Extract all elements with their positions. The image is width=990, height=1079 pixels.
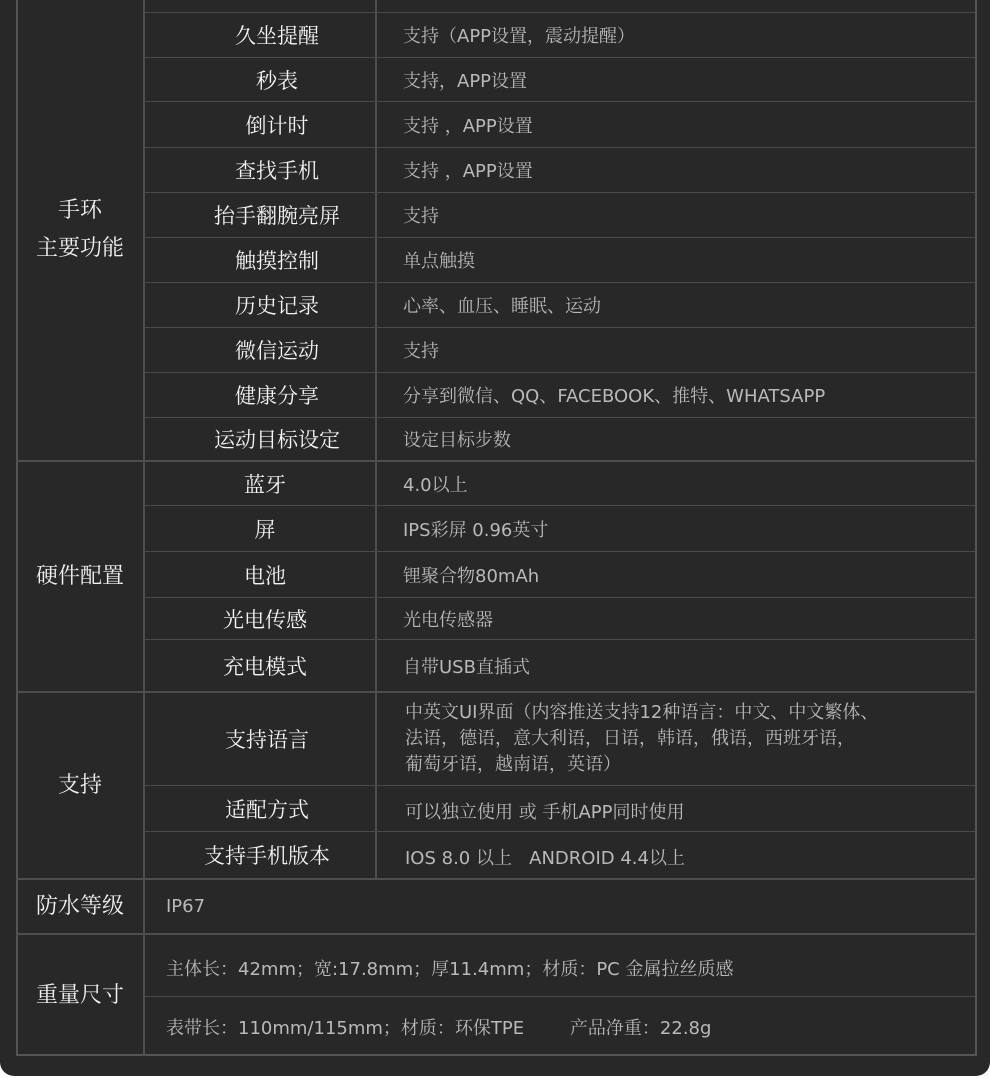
feature-label: 秒表 — [256, 68, 298, 93]
feature-value: 可以独立使用 或 手机APP同时使用 — [405, 802, 685, 823]
feature-value: 单点触摸 — [403, 251, 475, 272]
category-band-line2: 主要功能 — [35, 236, 124, 261]
row-separator — [145, 996, 975, 997]
feature-label: 屏 — [254, 517, 276, 542]
feature-label: 支持手机版本 — [204, 844, 330, 868]
waterproof-value: IP67 — [166, 896, 206, 917]
feature-value: 支持 ，APP设置 — [403, 115, 533, 137]
feature-label: 电池 — [244, 563, 286, 588]
feature-value: 支持 — [403, 341, 439, 362]
feature-label: 适配方式 — [225, 797, 309, 822]
language-line: 法语，德语，意大利语，日语，韩语，俄语，西班牙语， — [405, 728, 855, 749]
language-line: 中英文UI界面（内容推送支持12种语言：中文、中文繁体、 — [405, 702, 879, 723]
category-band-functions — [17, 0, 143, 460]
feature-value: 4.0以上 — [403, 474, 468, 496]
feature-value: IPS彩屏 0.96英寸 — [403, 519, 549, 541]
feature-value: 支持，APP设置 — [403, 70, 528, 92]
feature-value: 光电传感器 — [403, 609, 493, 631]
category-band-line1: 手环 — [57, 198, 102, 223]
dimension-line: 主体长：42mm；宽:17.8mm；厚11.4mm；材质：PC 金属拉丝质感 — [166, 959, 734, 980]
feature-value: 支持 — [403, 206, 439, 227]
category-support: 支持 — [57, 772, 102, 798]
section-separator — [16, 933, 977, 935]
feature-label: 抬手翻腕亮屏 — [214, 204, 340, 228]
feature-label: 支持语言 — [225, 728, 309, 752]
feature-label: 光电传感 — [223, 607, 307, 632]
feature-label: 历史记录 — [235, 294, 319, 318]
language-line: 葡萄牙语，越南语，英语） — [405, 754, 621, 775]
feature-label: 触摸控制 — [235, 249, 319, 273]
feature-label: 查找手机 — [235, 159, 319, 183]
feature-value: 锂聚合物80mAh — [403, 565, 540, 587]
feature-label: 运动目标设定 — [214, 428, 340, 452]
feature-label: 蓝牙 — [244, 472, 286, 497]
feature-label: 久坐提醒 — [235, 24, 319, 48]
feature-value: 分享到微信、QQ、FACEBOOK、推特、WHATSAPP — [403, 386, 826, 407]
feature-value: 自带USB直插式 — [403, 656, 530, 678]
feature-value: 支持（APP设置，震动提醒） — [403, 26, 636, 47]
feature-value: 支持 ，APP设置 — [403, 161, 533, 182]
category-weight: 重量尺寸 — [35, 982, 124, 1008]
feature-value: 心率、血压、睡眠、运动 — [403, 296, 601, 317]
feature-value: IOS 8.0 以上 ANDROID 4.4以上 — [405, 848, 685, 869]
feature-label: 充电模式 — [223, 654, 307, 679]
feature-value: 设定目标步数 — [403, 430, 511, 451]
column-divider — [143, 0, 145, 1056]
feature-label: 健康分享 — [235, 384, 319, 408]
feature-label: 倒计时 — [245, 113, 309, 138]
feature-value-multiline — [405, 693, 965, 785]
category-waterproof: 防水等级 — [35, 893, 124, 919]
category-hardware: 硬件配置 — [35, 563, 124, 589]
feature-label: 微信运动 — [235, 339, 319, 363]
dimension-line: 表带长：110mm/115mm；材质：环保TPE 产品净重：22.8g — [166, 1018, 712, 1039]
